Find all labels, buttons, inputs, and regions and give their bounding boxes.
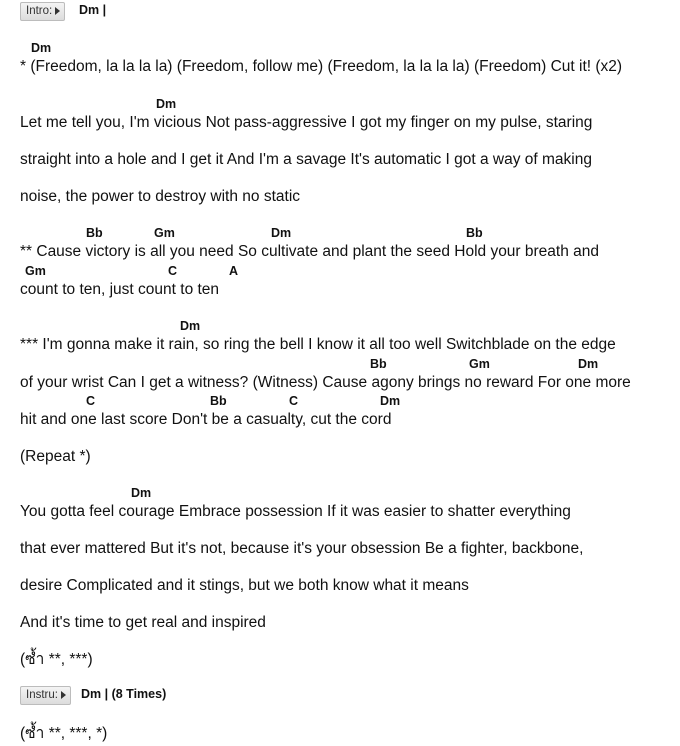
lyric-line: desire Complicated and it stings, but we both know what it means	[20, 577, 469, 594]
chord-c: C	[86, 394, 96, 408]
play-arrow-icon	[55, 7, 60, 15]
chord-dm: Dm	[131, 486, 152, 500]
chord-c: C	[289, 394, 299, 408]
lyric-line: count to ten, just count to ten	[20, 281, 220, 298]
lyric-line: straight into a hole and I get it And I'm a savage It's automatic I got a way of making	[20, 151, 592, 168]
chord-dm: Dm	[180, 319, 201, 333]
chorus-lyric-line: * (Freedom, la la la la) (Freedom, follow me) (Freedom, la la la la) (Freedom) Cut it! (x2)	[20, 58, 623, 75]
lyric-line: of your wrist Can I get a witness? (Witness) Cause agony brings no reward For one more	[20, 374, 631, 391]
instru-chords: Dm | (8 Times)	[81, 687, 167, 701]
chord-dm: Dm	[271, 226, 292, 240]
repeat-instruction: (ซ้ำ **, ***)	[20, 651, 93, 668]
chord-gm: Gm	[469, 357, 490, 371]
chord-dm: Dm	[31, 41, 52, 55]
lyric-line: Let me tell you, I'm vicious Not pass-aggressive I got my finger on my pulse, staring	[20, 114, 593, 131]
play-arrow-icon	[61, 691, 66, 699]
lyric-line: *** I'm gonna make it rain, so ring the bell I know it all too well Switchblade on the edge	[20, 336, 616, 353]
chord-c: C	[168, 264, 178, 278]
lyric-line: that ever mattered But it's not, because it's your obsession Be a fighter, backbone,	[20, 540, 584, 557]
chord-dm: Dm	[156, 97, 177, 111]
lyric-line: hit and one last score Don't be a casualty, cut the cord	[20, 411, 392, 428]
chord-a: A	[229, 264, 239, 278]
lyric-line: You gotta feel courage Embrace possession If it was easier to shatter everything	[20, 503, 571, 520]
chord-bb: Bb	[86, 226, 103, 240]
chord-bb: Bb	[210, 394, 227, 408]
instru-label: Instru:	[26, 689, 58, 701]
chord-gm: Gm	[154, 226, 175, 240]
chord-bb: Bb	[466, 226, 483, 240]
intro-chords: Dm |	[79, 3, 107, 17]
chord-dm: Dm	[380, 394, 401, 408]
lyric-line: noise, the power to destroy with no static	[20, 188, 301, 205]
repeat-instruction: (Repeat *)	[20, 448, 91, 465]
intro-label: Intro:	[26, 5, 53, 17]
chord-gm: Gm	[25, 264, 46, 278]
lyric-line: And it's time to get real and inspired	[20, 614, 266, 631]
repeat-instruction: (ซ้ำ **, ***, *)	[20, 725, 108, 742]
lyric-line: ** Cause victory is all you need So cultivate and plant the seed Hold your breath and	[20, 243, 600, 260]
instru-section-badge	[20, 686, 71, 705]
intro-section-badge	[20, 2, 65, 21]
chord-bb: Bb	[370, 357, 387, 371]
chord-dm: Dm	[578, 357, 599, 371]
